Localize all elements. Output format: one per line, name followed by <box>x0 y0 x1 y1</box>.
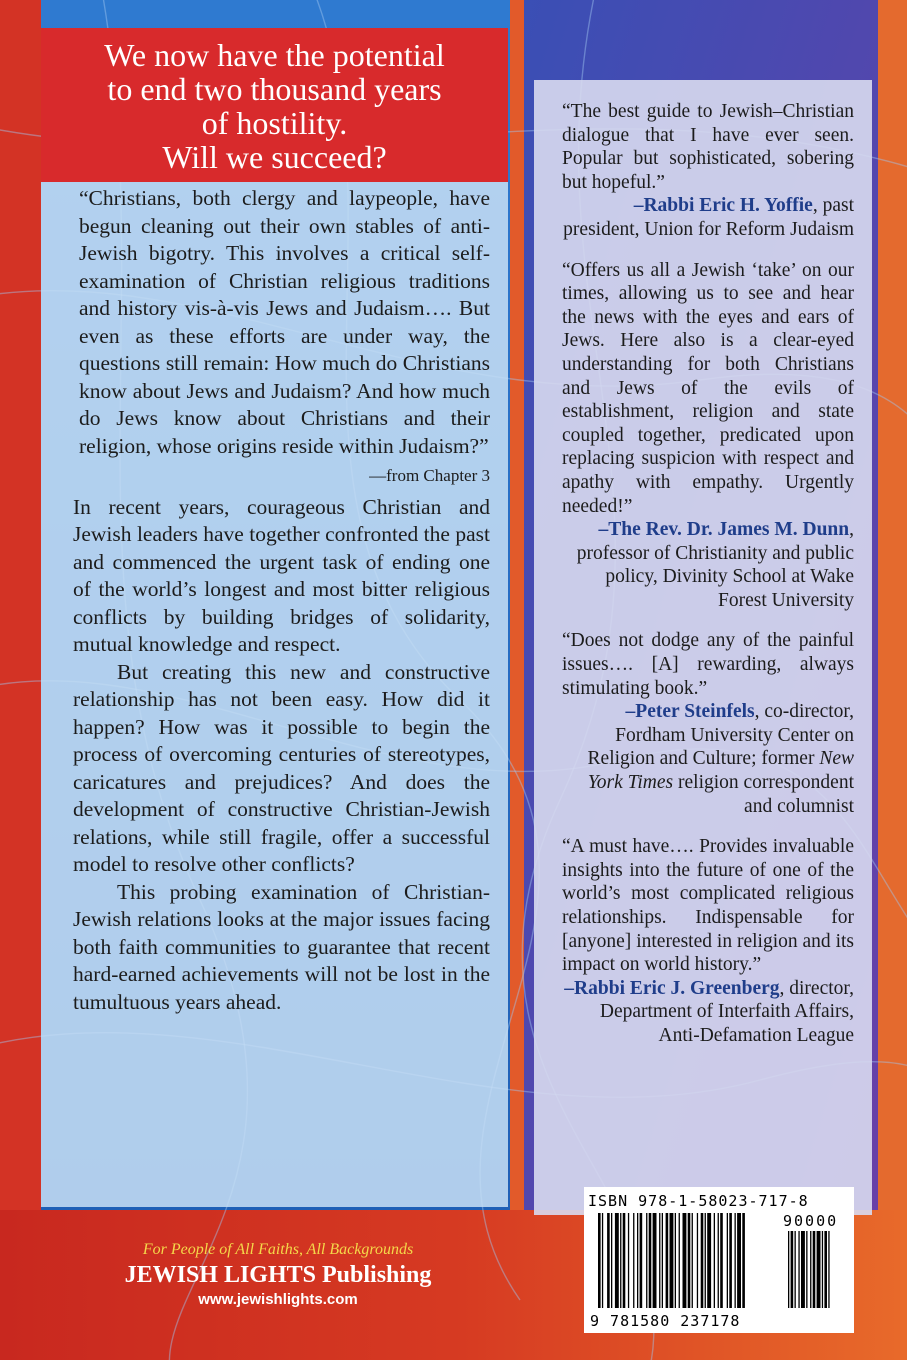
barcode-bar <box>623 1213 626 1308</box>
barcode-bar <box>615 1213 619 1308</box>
barcode-addon-bar <box>828 1231 829 1308</box>
description-panel <box>41 182 508 1207</box>
barcode-bar <box>633 1213 634 1308</box>
endorsement <box>562 629 854 818</box>
endorsement-attribution <box>562 977 854 1048</box>
barcode-bar <box>727 1213 728 1308</box>
barcode-bar <box>602 1213 603 1308</box>
endorser-name: –The Rev. Dr. James M. Dunn <box>598 519 850 541</box>
barcode <box>584 1187 854 1333</box>
barcode-addon-bar <box>788 1231 789 1308</box>
barcode-bar <box>735 1213 736 1308</box>
barcode-bar <box>628 1213 629 1308</box>
headline-line: to end two thousand years <box>107 71 442 107</box>
headline <box>41 28 508 182</box>
endorser-role: , professor of Christianity and public policy, Divinity School at Wake Forest University <box>576 519 854 611</box>
publisher-url[interactable]: www.jewishlights.com <box>198 1291 358 1308</box>
endorser-name: –Rabbi Eric H. Yoffie <box>633 195 813 217</box>
barcode-bar <box>670 1213 674 1308</box>
barcode-bar <box>649 1213 652 1308</box>
barcode-addon-bar <box>813 1231 816 1308</box>
barcode-addon-bar <box>801 1231 805 1308</box>
barcode-addon-bar <box>810 1231 811 1308</box>
barcode-bar <box>653 1213 657 1308</box>
barcode-bar <box>640 1213 643 1308</box>
barcode-bar <box>720 1213 723 1308</box>
excerpt-attribution: —from Chapter 3 <box>369 466 490 485</box>
headline-line: of hostility. <box>201 105 348 141</box>
endorser-role: , co-director, Fordham University Center on Religion and Culture; <box>587 701 854 770</box>
endorser-role-prefix: former <box>761 748 820 770</box>
barcode-bar <box>705 1213 706 1308</box>
publisher-block <box>118 1240 438 1310</box>
publisher-name: JEWISH LIGHTS Publishing <box>124 1262 432 1288</box>
barcode-bar <box>742 1213 745 1308</box>
endorsement-attribution <box>562 518 854 612</box>
barcode-bar <box>729 1213 732 1308</box>
headline-line: We now have the potential <box>104 37 445 73</box>
ean-number: 9 781580 237178 <box>590 1312 741 1330</box>
endorsement <box>562 835 854 1047</box>
endorsement <box>562 259 854 613</box>
barcode-bar <box>620 1213 621 1308</box>
barcode-bar <box>707 1213 711 1308</box>
barcode-addon-bar <box>795 1231 796 1308</box>
barcode-addon-bar <box>822 1231 823 1308</box>
barcode-addon-bar <box>824 1231 827 1308</box>
barcode-bar <box>683 1213 687 1308</box>
endorsement-quote: “Offers us all a Jewish ‘take’ on our times, allowing us to see and hear the news with the eyes and ears of Jews. Here also is a clear-eyed understanding for both Christians and Jews of the evils of establishment, religion and state coupled together, predicated upon replacing suspicion with respect and apathy with empathy. Urgently needed!” <box>562 259 854 517</box>
barcode-addon-bar <box>791 1231 794 1308</box>
publisher-tagline: For People of All Faiths, All Backgrounds <box>142 1241 414 1258</box>
description-paragraph: In recent years, courageous Christian and Jewish leaders have together confronted the past and commenced the urgent task of ending one of the world’s longest and most bitter religious conflicts by building bridges of solidarity, mutual knowledge and respect. <box>73 494 490 656</box>
barcode-bar <box>598 1213 601 1308</box>
endorser-role: , past president, Union for Reform Judaism <box>563 195 854 240</box>
barcode-bar <box>611 1213 612 1308</box>
barcode-bar <box>697 1213 698 1308</box>
barcode-bar <box>637 1213 638 1308</box>
barcode-bar <box>701 1213 704 1308</box>
endorser-name: –Peter Steinfels <box>625 701 755 723</box>
barcode-bar <box>659 1213 660 1308</box>
barcode-bar <box>679 1213 680 1308</box>
endorser-role-suffix: religion correspondent and columnist <box>673 772 854 817</box>
isbn-text: ISBN 978-1-58023-717-8 <box>588 1192 809 1210</box>
endorsement-attribution <box>562 194 854 241</box>
endorsement-quote: “The best guide to Jewish–Christian dialogue that I have ever seen. Popular but sophisticated, sobering but hopeful.” <box>562 101 854 193</box>
price-code: 90000 <box>783 1212 839 1230</box>
barcode-bar <box>718 1213 719 1308</box>
endorsement <box>562 100 854 242</box>
barcode-bar <box>607 1213 610 1308</box>
endorser-name: –Rabbi Eric J. Greenberg <box>564 977 780 999</box>
endorsement-quote: “Does not dodge any of the painful issues…. [A] rewarding, always stimulating book.” <box>562 630 854 699</box>
barcode-bar <box>692 1213 693 1308</box>
barcode-addon-bar <box>798 1231 799 1308</box>
barcode-bar <box>662 1213 663 1308</box>
barcode-bar <box>714 1213 715 1308</box>
barcode-addon-bar <box>817 1231 821 1308</box>
endorsements-panel <box>534 80 872 1215</box>
description-paragraph: But creating this new and constructive relationship has not been easy. How did it happen? How was it possible to begin the process of overcoming centuries of stereotypes, caricatures and prejudices? And does the development of constructive Christian-Jewish relations, while still fragile, offer a successful model to resolve other conflicts? <box>73 659 490 876</box>
barcode-addon-bar <box>806 1231 807 1308</box>
excerpt-quote: “Christians, both clergy and laypeople, have begun cleaning out their own stables of anti-Jewish bigotry. This involves a critical self-examination of Christian religious traditions and history vis-à-vis Jews and Judaism…. But even as these efforts are under way, the questions still remain: How much do Christians know about Jews and Judaism? And how much do Jews know about Christians and their religion, whose origins reside within Judaism?” <box>79 186 490 458</box>
publication-title: New York Times <box>587 748 854 794</box>
headline-line: Will we succeed? <box>162 139 387 175</box>
barcode-bar <box>737 1213 741 1308</box>
endorser-role: , director, Department of Interfaith Affairs, Anti-Defamation League <box>599 977 854 1046</box>
endorsement-attribution <box>562 700 854 818</box>
barcode-bars-icon <box>598 1213 843 1311</box>
barcode-bar <box>688 1213 691 1308</box>
barcode-bar <box>666 1213 669 1308</box>
endorsement-quote: “A must have…. Provides invaluable insights into the future of one of the world’s most complicated religious relationships. Indispensable for [anyone] interested in religion and its impact on world history.” <box>562 836 854 976</box>
description-paragraph: This probing examination of Christian-Jewish relations looks at the major issues facing both faith communities to guarantee that recent hard-earned achievements will not be lost in the tumultuous years ahead. <box>73 879 490 1014</box>
barcode-bar <box>675 1213 676 1308</box>
barcode-bar <box>646 1213 647 1308</box>
